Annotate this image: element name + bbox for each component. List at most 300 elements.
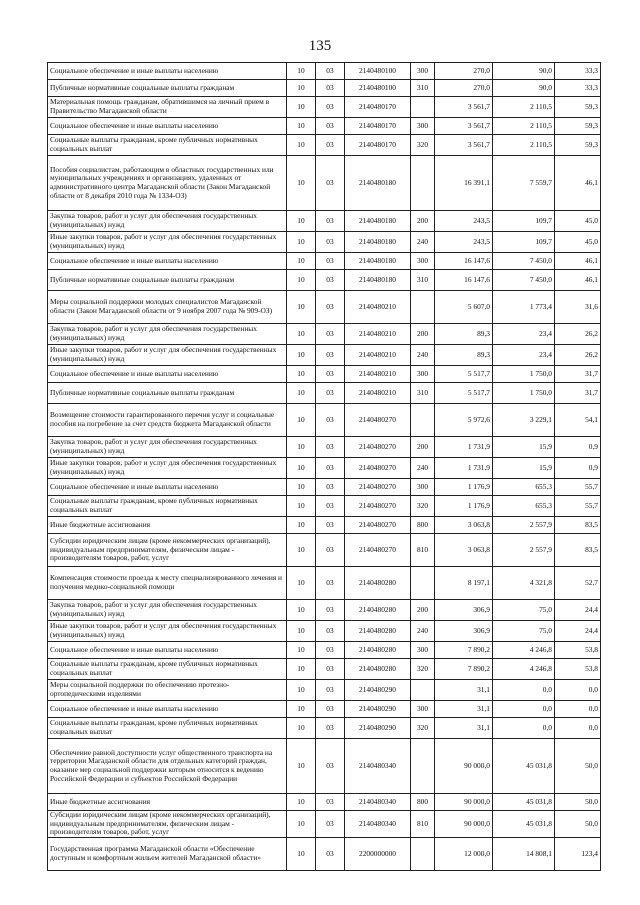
cell-fact: 1 750,0 <box>493 383 555 404</box>
cell-csr: 2140480270 <box>345 534 411 567</box>
cell-vr: 310 <box>411 270 435 291</box>
cell-vr: 310 <box>411 80 435 97</box>
cell-pr: 03 <box>316 496 345 517</box>
cell-plan: 243,5 <box>435 232 493 253</box>
cell-fact: 45 031,8 <box>493 739 555 794</box>
cell-pr: 03 <box>316 838 345 871</box>
cell-vr: 320 <box>411 659 435 680</box>
cell-name: Социальное обеспечение и иные выплаты населению <box>48 366 287 383</box>
table-row <box>48 479 601 496</box>
table-row <box>48 97 601 118</box>
cell-vr: 240 <box>411 345 435 366</box>
table-row <box>48 567 601 600</box>
cell-pct: 50,0 <box>555 811 601 838</box>
table-row <box>48 718 601 739</box>
table-row <box>48 680 601 701</box>
cell-rz: 10 <box>287 517 316 534</box>
table-row <box>48 659 601 680</box>
cell-csr: 2140480180 <box>345 156 411 211</box>
cell-plan: 8 197,1 <box>435 567 493 600</box>
cell-plan: 5 517,7 <box>435 366 493 383</box>
cell-plan: 3 561,7 <box>435 118 493 135</box>
table-row <box>48 458 601 479</box>
cell-fact: 15,9 <box>493 458 555 479</box>
table-row <box>48 701 601 718</box>
cell-vr <box>411 97 435 118</box>
cell-pct: 0,0 <box>555 701 601 718</box>
cell-pct: 45,0 <box>555 211 601 232</box>
cell-vr: 800 <box>411 517 435 534</box>
cell-csr: 2140480180 <box>345 211 411 232</box>
cell-pct: 59,3 <box>555 97 601 118</box>
cell-name: Закупка товаров, работ и услуг для обеспечения государственных (муниципальных) нужд <box>48 324 287 345</box>
table-row <box>48 600 601 621</box>
cell-csr: 2140480340 <box>345 794 411 811</box>
cell-vr: 240 <box>411 621 435 642</box>
cell-plan: 1 731,9 <box>435 458 493 479</box>
cell-pr: 03 <box>316 437 345 458</box>
cell-csr: 2140480290 <box>345 718 411 739</box>
cell-name: Публичные нормативные социальные выплаты гражданам <box>48 383 287 404</box>
cell-csr: 2140480270 <box>345 404 411 437</box>
table-row <box>48 156 601 211</box>
cell-name: Государственная программа Магаданской области «Обеспечение доступным и комфортным жильем жителей Магаданской области» <box>48 838 287 871</box>
cell-csr: 2140480280 <box>345 600 411 621</box>
cell-plan: 3 063,8 <box>435 517 493 534</box>
cell-pr: 03 <box>316 291 345 324</box>
cell-csr: 2140480280 <box>345 659 411 680</box>
cell-name: Обеспечение равной доступности услуг общественного транспорта на территории Магаданской области для отдельных категорий граждан, оказание мер социальной поддержки которым относится к ведению Российской Федерации и субъектов Российской Федерации <box>48 739 287 794</box>
cell-vr <box>411 156 435 211</box>
cell-fact: 23,4 <box>493 324 555 345</box>
table-row <box>48 232 601 253</box>
cell-fact: 7 559,7 <box>493 156 555 211</box>
cell-fact: 45 031,8 <box>493 794 555 811</box>
cell-csr: 2140480170 <box>345 135 411 156</box>
cell-fact: 109,7 <box>493 232 555 253</box>
cell-rz: 10 <box>287 404 316 437</box>
cell-pr: 03 <box>316 345 345 366</box>
cell-pr: 03 <box>316 383 345 404</box>
cell-pct: 50,0 <box>555 794 601 811</box>
cell-rz: 10 <box>287 345 316 366</box>
cell-pr: 03 <box>316 739 345 794</box>
cell-rz: 10 <box>287 479 316 496</box>
cell-name: Иные бюджетные ассигнования <box>48 794 287 811</box>
cell-pct: 31,7 <box>555 366 601 383</box>
cell-vr: 320 <box>411 718 435 739</box>
cell-vr: 810 <box>411 534 435 567</box>
cell-fact: 3 229,1 <box>493 404 555 437</box>
cell-vr: 320 <box>411 496 435 517</box>
cell-fact: 90,0 <box>493 63 555 80</box>
cell-name: Закупка товаров, работ и услуг для обеспечения государственных (муниципальных) нужд <box>48 600 287 621</box>
cell-name: Материальная помощь гражданам, обратившимся на личный прием в Правительство Магаданской области <box>48 97 287 118</box>
cell-vr: 800 <box>411 794 435 811</box>
cell-rz: 10 <box>287 383 316 404</box>
cell-rz: 10 <box>287 437 316 458</box>
cell-fact: 2 557,9 <box>493 534 555 567</box>
table-row <box>48 404 601 437</box>
cell-fact: 14 808,1 <box>493 838 555 871</box>
cell-fact: 0,0 <box>493 718 555 739</box>
cell-pct: 33,3 <box>555 63 601 80</box>
cell-rz: 10 <box>287 118 316 135</box>
cell-name: Социальное обеспечение и иные выплаты населению <box>48 479 287 496</box>
cell-rz: 10 <box>287 135 316 156</box>
table-row <box>48 291 601 324</box>
table-row <box>48 253 601 270</box>
cell-plan: 90 000,0 <box>435 739 493 794</box>
cell-rz: 10 <box>287 291 316 324</box>
cell-plan: 1 176,9 <box>435 496 493 517</box>
cell-plan: 31,1 <box>435 701 493 718</box>
cell-csr: 2140480280 <box>345 621 411 642</box>
cell-fact: 23,4 <box>493 345 555 366</box>
table-row <box>48 534 601 567</box>
cell-csr: 2140480270 <box>345 437 411 458</box>
cell-pr: 03 <box>316 642 345 659</box>
cell-csr: 2140480270 <box>345 517 411 534</box>
cell-csr: 2140480180 <box>345 270 411 291</box>
cell-csr: 2140480340 <box>345 739 411 794</box>
cell-pr: 03 <box>316 600 345 621</box>
cell-pr: 03 <box>316 680 345 701</box>
cell-csr: 2140480210 <box>345 366 411 383</box>
table-row <box>48 621 601 642</box>
cell-name: Субсидии юридическим лицам (кроме некоммерческих организаций), индивидуальным предпринимателям, физическим лицам - производителям товаров, работ, услуг <box>48 811 287 838</box>
cell-vr: 240 <box>411 232 435 253</box>
table-row <box>48 345 601 366</box>
cell-fact: 1 773,4 <box>493 291 555 324</box>
cell-vr: 200 <box>411 211 435 232</box>
cell-csr: 2140480290 <box>345 680 411 701</box>
cell-name: Иные закупки товаров, работ и услуг для обеспечения государственных (муниципальных) нужд <box>48 458 287 479</box>
cell-csr: 2140480100 <box>345 80 411 97</box>
cell-name: Закупка товаров, работ и услуг для обеспечения государственных (муниципальных) нужд <box>48 211 287 232</box>
cell-plan: 89,3 <box>435 345 493 366</box>
cell-pct: 46,1 <box>555 156 601 211</box>
cell-rz: 10 <box>287 80 316 97</box>
cell-vr: 300 <box>411 63 435 80</box>
cell-csr: 2140480270 <box>345 479 411 496</box>
cell-rz: 10 <box>287 642 316 659</box>
cell-name: Публичные нормативные социальные выплаты гражданам <box>48 80 287 97</box>
cell-name: Компенсация стоимости проезда к месту специализированного лечения и получения медико-социальной помощи <box>48 567 287 600</box>
cell-pct: 26,2 <box>555 345 601 366</box>
cell-name: Социальные выплаты гражданам, кроме публичных нормативных социальных выплат <box>48 718 287 739</box>
cell-csr: 2140480210 <box>345 291 411 324</box>
cell-vr: 300 <box>411 253 435 270</box>
cell-plan: 16 391,1 <box>435 156 493 211</box>
cell-name: Социальные выплаты гражданам, кроме публичных нормативных социальных выплат <box>48 659 287 680</box>
cell-pr: 03 <box>316 324 345 345</box>
cell-pct: 55,7 <box>555 479 601 496</box>
table-row <box>48 366 601 383</box>
cell-fact: 0,0 <box>493 680 555 701</box>
cell-csr: 2140480270 <box>345 496 411 517</box>
cell-pct: 59,3 <box>555 118 601 135</box>
cell-vr: 300 <box>411 118 435 135</box>
page-number: 135 <box>308 38 332 54</box>
cell-name: Субсидии юридическим лицам (кроме некоммерческих организаций), индивидуальным предпринимателям, физическим лицам - производителям товаров, работ, услуг <box>48 534 287 567</box>
cell-vr: 300 <box>411 366 435 383</box>
cell-pct: 50,0 <box>555 739 601 794</box>
cell-pct: 123,4 <box>555 838 601 871</box>
cell-plan: 7 890,2 <box>435 642 493 659</box>
table-row <box>48 270 601 291</box>
cell-rz: 10 <box>287 211 316 232</box>
cell-fact: 1 750,0 <box>493 366 555 383</box>
cell-name: Закупка товаров, работ и услуг для обеспечения государственных (муниципальных) нужд <box>48 437 287 458</box>
cell-csr: 2140480280 <box>345 642 411 659</box>
cell-fact: 75,0 <box>493 600 555 621</box>
cell-plan: 5 517,7 <box>435 383 493 404</box>
cell-plan: 90 000,0 <box>435 811 493 838</box>
cell-fact: 7 450,0 <box>493 270 555 291</box>
cell-name: Иные закупки товаров, работ и услуг для обеспечения государственных (муниципальных) нужд <box>48 345 287 366</box>
cell-rz: 10 <box>287 659 316 680</box>
cell-pr: 03 <box>316 211 345 232</box>
cell-plan: 243,5 <box>435 211 493 232</box>
cell-plan: 306,9 <box>435 621 493 642</box>
table-row <box>48 811 601 838</box>
cell-fact: 0,0 <box>493 701 555 718</box>
cell-plan: 270,0 <box>435 80 493 97</box>
cell-pct: 0,0 <box>555 718 601 739</box>
budget-table <box>47 62 601 871</box>
cell-pct: 83,5 <box>555 534 601 567</box>
cell-name: Социальное обеспечение и иные выплаты населению <box>48 642 287 659</box>
cell-plan: 31,1 <box>435 718 493 739</box>
table-row <box>48 63 601 80</box>
cell-pr: 03 <box>316 156 345 211</box>
cell-name: Социальное обеспечение и иные выплаты населению <box>48 118 287 135</box>
cell-pr: 03 <box>316 621 345 642</box>
cell-rz: 10 <box>287 794 316 811</box>
cell-plan: 7 890,2 <box>435 659 493 680</box>
cell-csr: 2140480290 <box>345 701 411 718</box>
cell-pr: 03 <box>316 458 345 479</box>
cell-csr: 2140480340 <box>345 811 411 838</box>
cell-csr: 2140480210 <box>345 383 411 404</box>
table-row <box>48 135 601 156</box>
cell-name: Меры социальной поддержки молодых специалистов Магаданской области (Закон Магаданской области от 9 ноября 2007 года № 909-ОЗ) <box>48 291 287 324</box>
cell-pr: 03 <box>316 718 345 739</box>
cell-vr: 200 <box>411 437 435 458</box>
cell-plan: 89,3 <box>435 324 493 345</box>
table-row <box>48 517 601 534</box>
cell-csr: 2140480180 <box>345 232 411 253</box>
cell-pr: 03 <box>316 534 345 567</box>
table-row <box>48 80 601 97</box>
cell-plan: 90 000,0 <box>435 794 493 811</box>
table-body <box>48 63 601 871</box>
cell-pr: 03 <box>316 118 345 135</box>
cell-pct: 26,2 <box>555 324 601 345</box>
cell-rz: 10 <box>287 567 316 600</box>
cell-csr: 2140480210 <box>345 345 411 366</box>
cell-plan: 5 607,0 <box>435 291 493 324</box>
cell-name: Иные закупки товаров, работ и услуг для обеспечения государственных (муниципальных) нужд <box>48 232 287 253</box>
cell-pr: 03 <box>316 659 345 680</box>
cell-fact: 75,0 <box>493 621 555 642</box>
cell-vr: 200 <box>411 324 435 345</box>
cell-fact: 655,3 <box>493 496 555 517</box>
cell-plan: 306,9 <box>435 600 493 621</box>
cell-csr: 2140480180 <box>345 253 411 270</box>
table-row <box>48 383 601 404</box>
cell-fact: 7 450,0 <box>493 253 555 270</box>
cell-name: Социальные выплаты гражданам, кроме публичных нормативных социальных выплат <box>48 496 287 517</box>
cell-fact: 2 110,5 <box>493 97 555 118</box>
cell-pct: 31,7 <box>555 383 601 404</box>
cell-plan: 270,0 <box>435 63 493 80</box>
cell-pct: 52,7 <box>555 567 601 600</box>
cell-pct: 45,0 <box>555 232 601 253</box>
cell-pr: 03 <box>316 270 345 291</box>
cell-csr: 2200000000 <box>345 838 411 871</box>
cell-pct: 33,3 <box>555 80 601 97</box>
cell-fact: 2 110,5 <box>493 135 555 156</box>
cell-rz: 10 <box>287 270 316 291</box>
cell-fact: 2 110,5 <box>493 118 555 135</box>
cell-rz: 10 <box>287 458 316 479</box>
cell-pct: 24,4 <box>555 621 601 642</box>
cell-vr <box>411 291 435 324</box>
cell-vr: 300 <box>411 642 435 659</box>
cell-pct: 53,8 <box>555 659 601 680</box>
cell-fact: 109,7 <box>493 211 555 232</box>
table-row <box>48 838 601 871</box>
cell-vr: 310 <box>411 383 435 404</box>
cell-rz: 10 <box>287 63 316 80</box>
cell-pr: 03 <box>316 80 345 97</box>
cell-vr <box>411 838 435 871</box>
cell-pr: 03 <box>316 404 345 437</box>
cell-pr: 03 <box>316 567 345 600</box>
cell-csr: 2140480100 <box>345 63 411 80</box>
cell-pr: 03 <box>316 135 345 156</box>
cell-rz: 10 <box>287 701 316 718</box>
cell-rz: 10 <box>287 253 316 270</box>
cell-pct: 0,0 <box>555 680 601 701</box>
cell-pr: 03 <box>316 701 345 718</box>
cell-name: Меры социальной поддержки по обеспечению протезно-ортопедическими изделиями <box>48 680 287 701</box>
cell-plan: 3 063,8 <box>435 534 493 567</box>
cell-rz: 10 <box>287 621 316 642</box>
cell-name: Публичные нормативные социальные выплаты гражданам <box>48 270 287 291</box>
table-row <box>48 211 601 232</box>
cell-csr: 2140480280 <box>345 567 411 600</box>
cell-plan: 3 561,7 <box>435 97 493 118</box>
cell-pct: 0,9 <box>555 437 601 458</box>
cell-fact: 90,0 <box>493 80 555 97</box>
cell-pct: 83,5 <box>555 517 601 534</box>
cell-name: Возмещение стоимости гарантированного перечня услуг и социальные пособия на погребение за счет средств бюджета Магаданской области <box>48 404 287 437</box>
cell-csr: 2140480170 <box>345 97 411 118</box>
cell-rz: 10 <box>287 324 316 345</box>
cell-pct: 53,8 <box>555 642 601 659</box>
cell-rz: 10 <box>287 680 316 701</box>
cell-fact: 4 246,8 <box>493 659 555 680</box>
cell-pct: 59,3 <box>555 135 601 156</box>
table-row <box>48 118 601 135</box>
cell-name: Иные закупки товаров, работ и услуг для обеспечения государственных (муниципальных) нужд <box>48 621 287 642</box>
cell-fact: 45 031,8 <box>493 811 555 838</box>
table-row <box>48 739 601 794</box>
cell-pct: 55,7 <box>555 496 601 517</box>
cell-vr <box>411 404 435 437</box>
cell-rz: 10 <box>287 156 316 211</box>
cell-vr <box>411 567 435 600</box>
cell-pr: 03 <box>316 794 345 811</box>
cell-rz: 10 <box>287 718 316 739</box>
cell-fact: 655,3 <box>493 479 555 496</box>
cell-rz: 10 <box>287 366 316 383</box>
cell-pct: 24,4 <box>555 600 601 621</box>
cell-fact: 2 557,9 <box>493 517 555 534</box>
cell-rz: 10 <box>287 600 316 621</box>
cell-pr: 03 <box>316 517 345 534</box>
cell-pct: 31,6 <box>555 291 601 324</box>
cell-pct: 0,9 <box>555 458 601 479</box>
cell-rz: 10 <box>287 97 316 118</box>
cell-vr: 300 <box>411 701 435 718</box>
cell-name: Социальные выплаты гражданам, кроме публичных нормативных социальных выплат <box>48 135 287 156</box>
table-row <box>48 496 601 517</box>
cell-name: Социальное обеспечение и иные выплаты населению <box>48 253 287 270</box>
cell-plan: 16 147,6 <box>435 253 493 270</box>
cell-pct: 46,1 <box>555 253 601 270</box>
cell-plan: 5 972,6 <box>435 404 493 437</box>
cell-fact: 15,9 <box>493 437 555 458</box>
cell-pr: 03 <box>316 811 345 838</box>
table-row <box>48 642 601 659</box>
cell-rz: 10 <box>287 739 316 794</box>
table-row <box>48 324 601 345</box>
cell-vr: 810 <box>411 811 435 838</box>
cell-csr: 2140480210 <box>345 324 411 345</box>
cell-plan: 1 176,9 <box>435 479 493 496</box>
cell-name: Пособия социалистам, работающим в областных государственных или муниципальных учреждениях и организациях, удаленных от административного центра Магаданской области (Закон Магаданской области от 8 декабря 2010 года № 1334-ОЗ) <box>48 156 287 211</box>
cell-plan: 12 000,0 <box>435 838 493 871</box>
cell-pr: 03 <box>316 479 345 496</box>
cell-rz: 10 <box>287 496 316 517</box>
cell-pr: 03 <box>316 232 345 253</box>
cell-plan: 16 147,6 <box>435 270 493 291</box>
cell-plan: 1 731,9 <box>435 437 493 458</box>
cell-vr <box>411 680 435 701</box>
cell-pr: 03 <box>316 97 345 118</box>
cell-plan: 31,1 <box>435 680 493 701</box>
cell-name: Иные бюджетные ассигнования <box>48 517 287 534</box>
cell-rz: 10 <box>287 838 316 871</box>
cell-fact: 4 321,8 <box>493 567 555 600</box>
cell-vr: 240 <box>411 458 435 479</box>
cell-vr: 320 <box>411 135 435 156</box>
table-row <box>48 437 601 458</box>
table-row <box>48 794 601 811</box>
cell-fact: 4 246,8 <box>493 642 555 659</box>
cell-pct: 46,1 <box>555 270 601 291</box>
cell-pct: 54,1 <box>555 404 601 437</box>
cell-rz: 10 <box>287 534 316 567</box>
cell-rz: 10 <box>287 232 316 253</box>
cell-vr: 200 <box>411 600 435 621</box>
cell-vr <box>411 739 435 794</box>
cell-rz: 10 <box>287 811 316 838</box>
